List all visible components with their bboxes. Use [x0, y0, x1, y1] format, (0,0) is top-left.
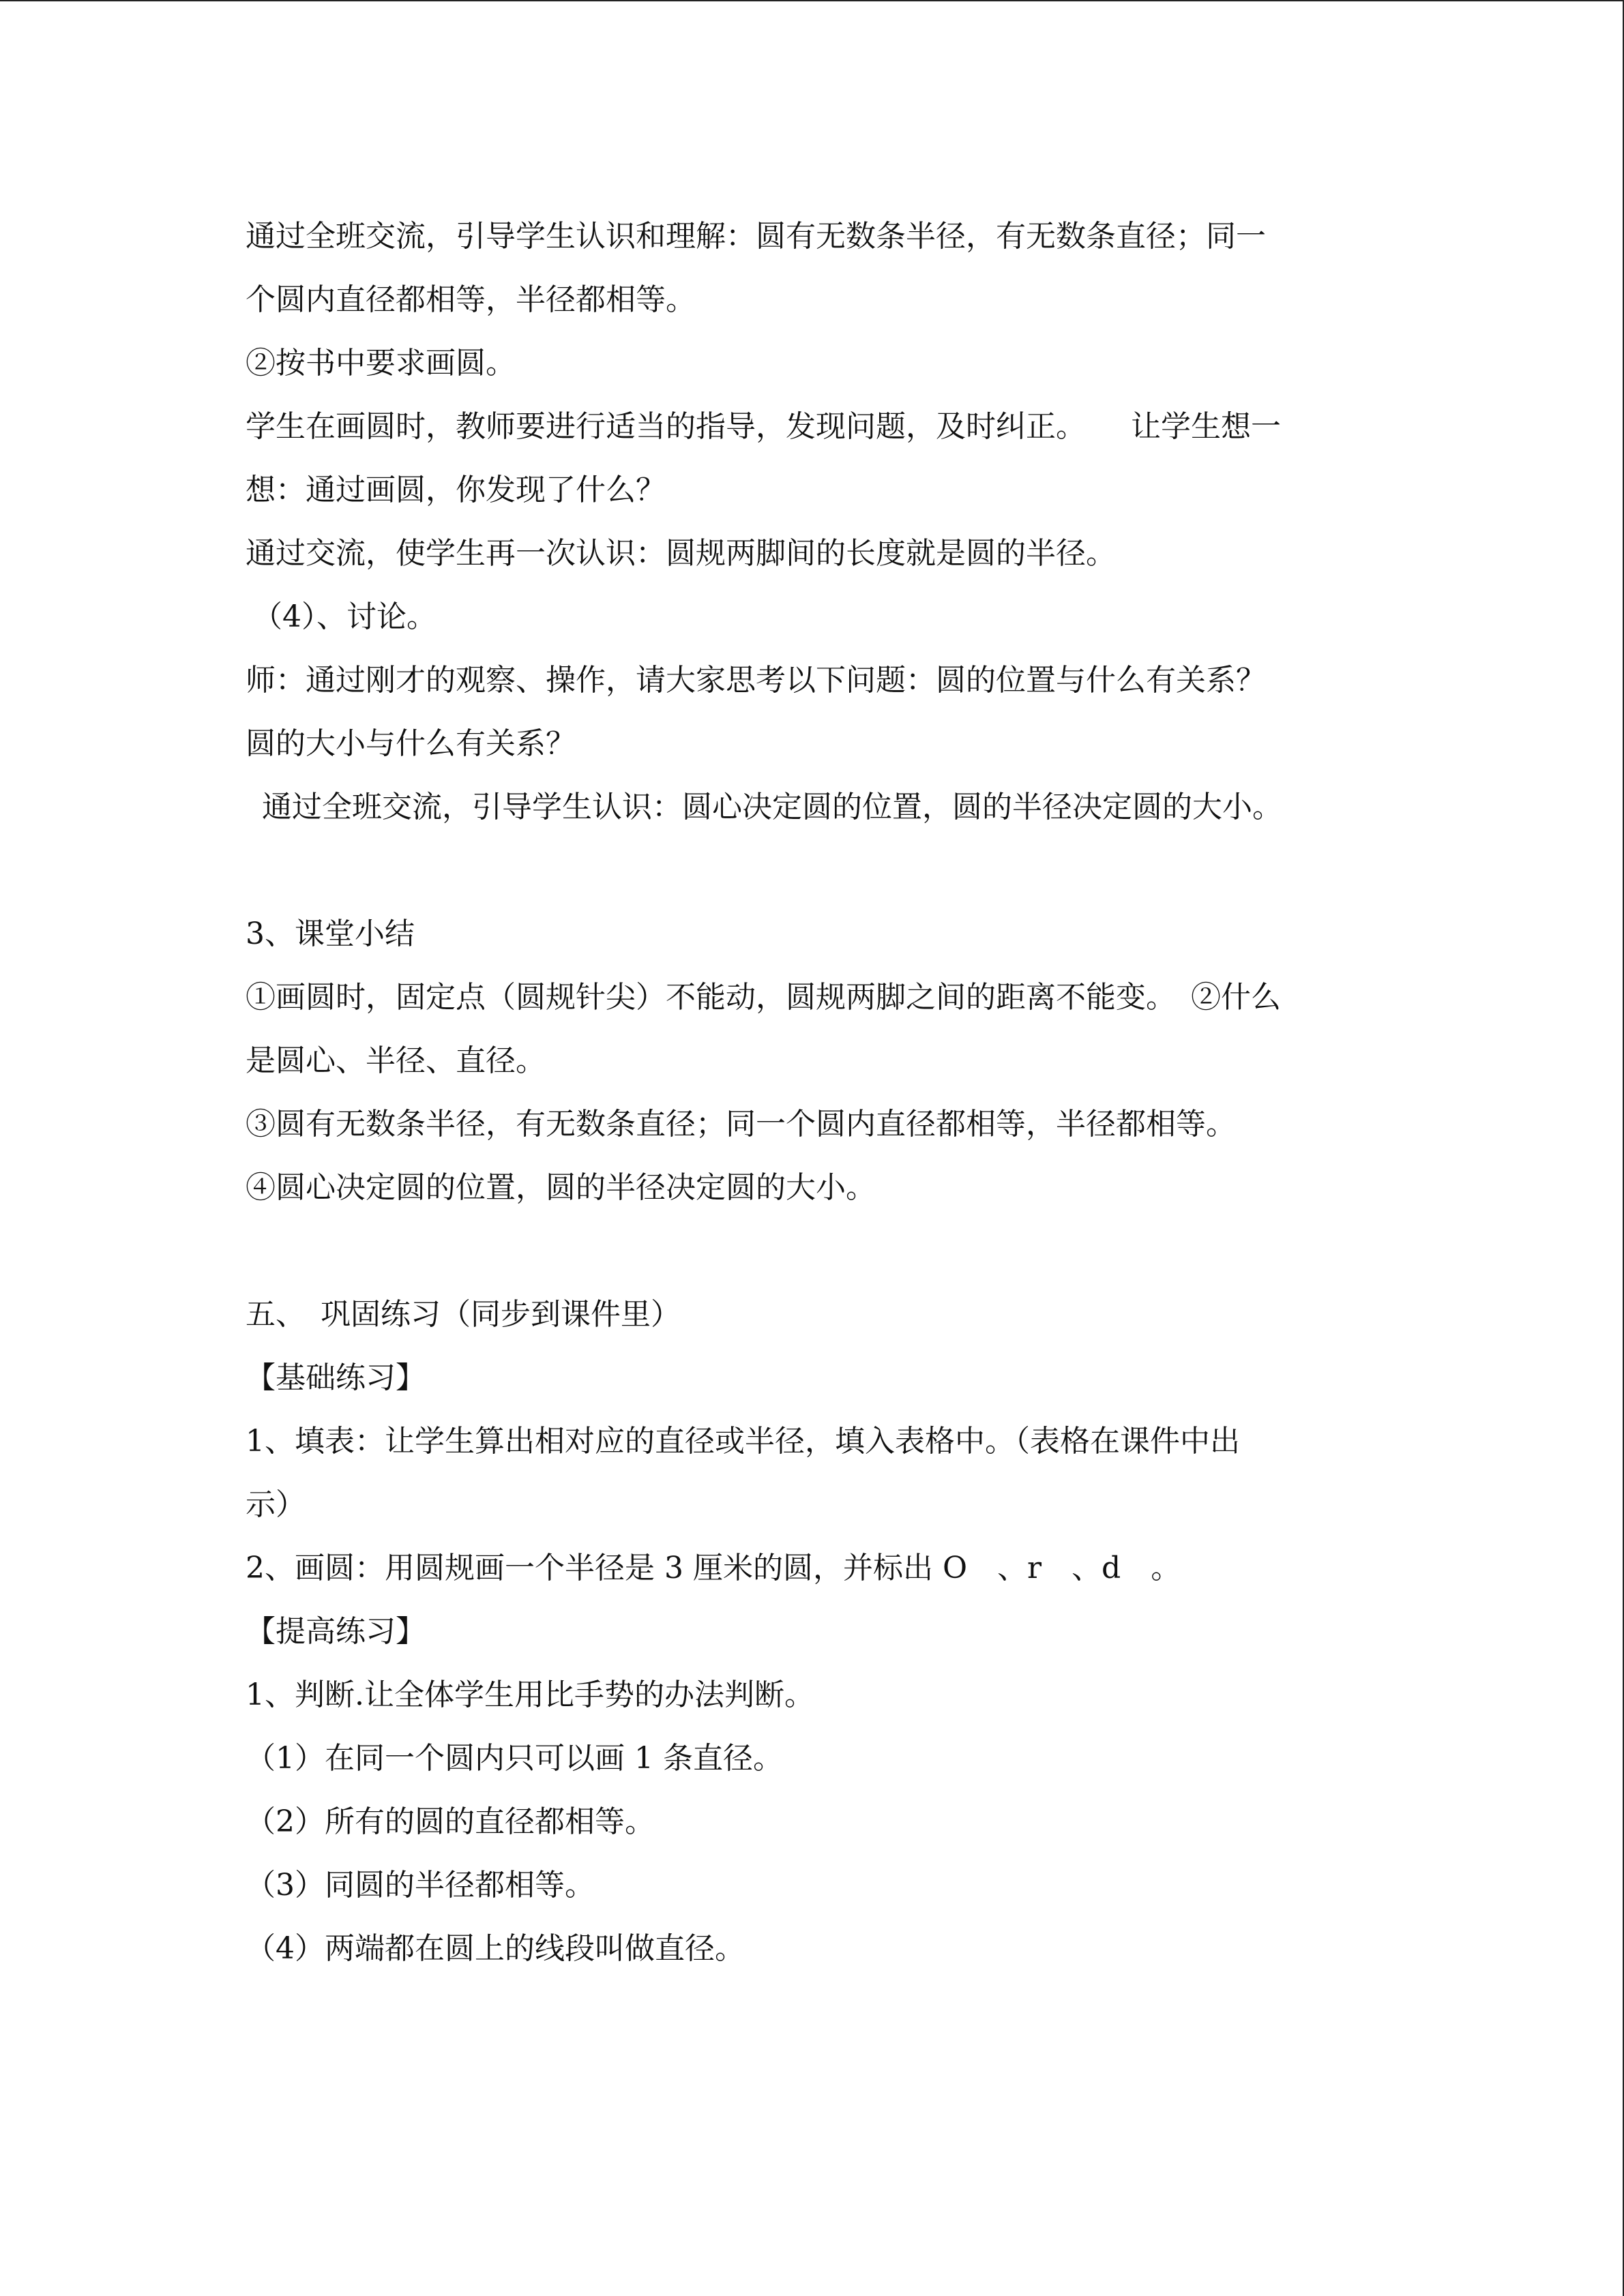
text-line: 个圆内直径都相等，半径都相等。 [246, 282, 696, 317]
text-line: ①画圆时，固定点（圆规针尖）不能动，圆规两脚之间的距离不能变。 ②什么 [246, 980, 1281, 1015]
text-line: ④圆心决定圆的位置，圆的半径决定圆的大小。 [246, 1170, 876, 1205]
section-heading: 五、 巩固练习（同步到课件里） [246, 1297, 681, 1332]
section-heading: 3、课堂小结 [246, 916, 415, 951]
list-item: （2）所有的圆的直径都相等。 [246, 1804, 655, 1839]
paragraph-gap [246, 1219, 1378, 1283]
document-body [246, 205, 1378, 1980]
list-item: （1）在同一个圆内只可以画 1 条直径。 [246, 1741, 783, 1776]
text-line: 示） [246, 1487, 306, 1522]
text-line: 1、判断.让全体学生用比手势的办法判断。 [246, 1678, 814, 1712]
page-border-top [0, 0, 1624, 1]
text-line: 2、画圆：用圆规画一个半径是 3 厘米的圆，并标出 O 、r 、d 。 [246, 1551, 1181, 1585]
subsection-heading: 【提高练习】 [246, 1614, 426, 1649]
text-line: 通过交流，使学生再一次认识：圆规两脚间的长度就是圆的半径。 [246, 536, 1116, 571]
text-line: 师：通过刚才的观察、操作，请大家思考以下问题：圆的位置与什么有关系？ [246, 663, 1266, 698]
text-line: 1、填表：让学生算出相对应的直径或半径，填入表格中。（表格在课件中出 [246, 1424, 1240, 1459]
text-line: 是圆心、半径、直径。 [246, 1043, 546, 1078]
text-line: 想：通过画圆，你发现了什么？ [246, 473, 666, 507]
subsection-heading: 【基础练习】 [246, 1360, 426, 1395]
list-item: （4）两端都在圆上的线段叫做直径。 [246, 1931, 745, 1966]
text-line: ②按书中要求画圆。 [246, 346, 516, 381]
text-line: 学生在画圆时，教师要进行适当的指导，发现问题，及时纠正。 让学生想一 [246, 409, 1281, 444]
section-heading: （4）、讨论。 [252, 599, 437, 634]
text-line: 通过全班交流，引导学生认识：圆心决定圆的位置，圆的半径决定圆的大小。 [262, 790, 1282, 824]
text-line: 圆的大小与什么有关系？ [246, 726, 576, 761]
paragraph-gap [246, 839, 1378, 902]
text-line: ③圆有无数条半径，有无数条直径；同一个圆内直径都相等，半径都相等。 [246, 1107, 1236, 1142]
list-item: （3）同圆的半径都相等。 [246, 1868, 595, 1903]
text-line: 通过全班交流，引导学生认识和理解：圆有无数条半径，有无数条直径；同一 [246, 219, 1266, 254]
